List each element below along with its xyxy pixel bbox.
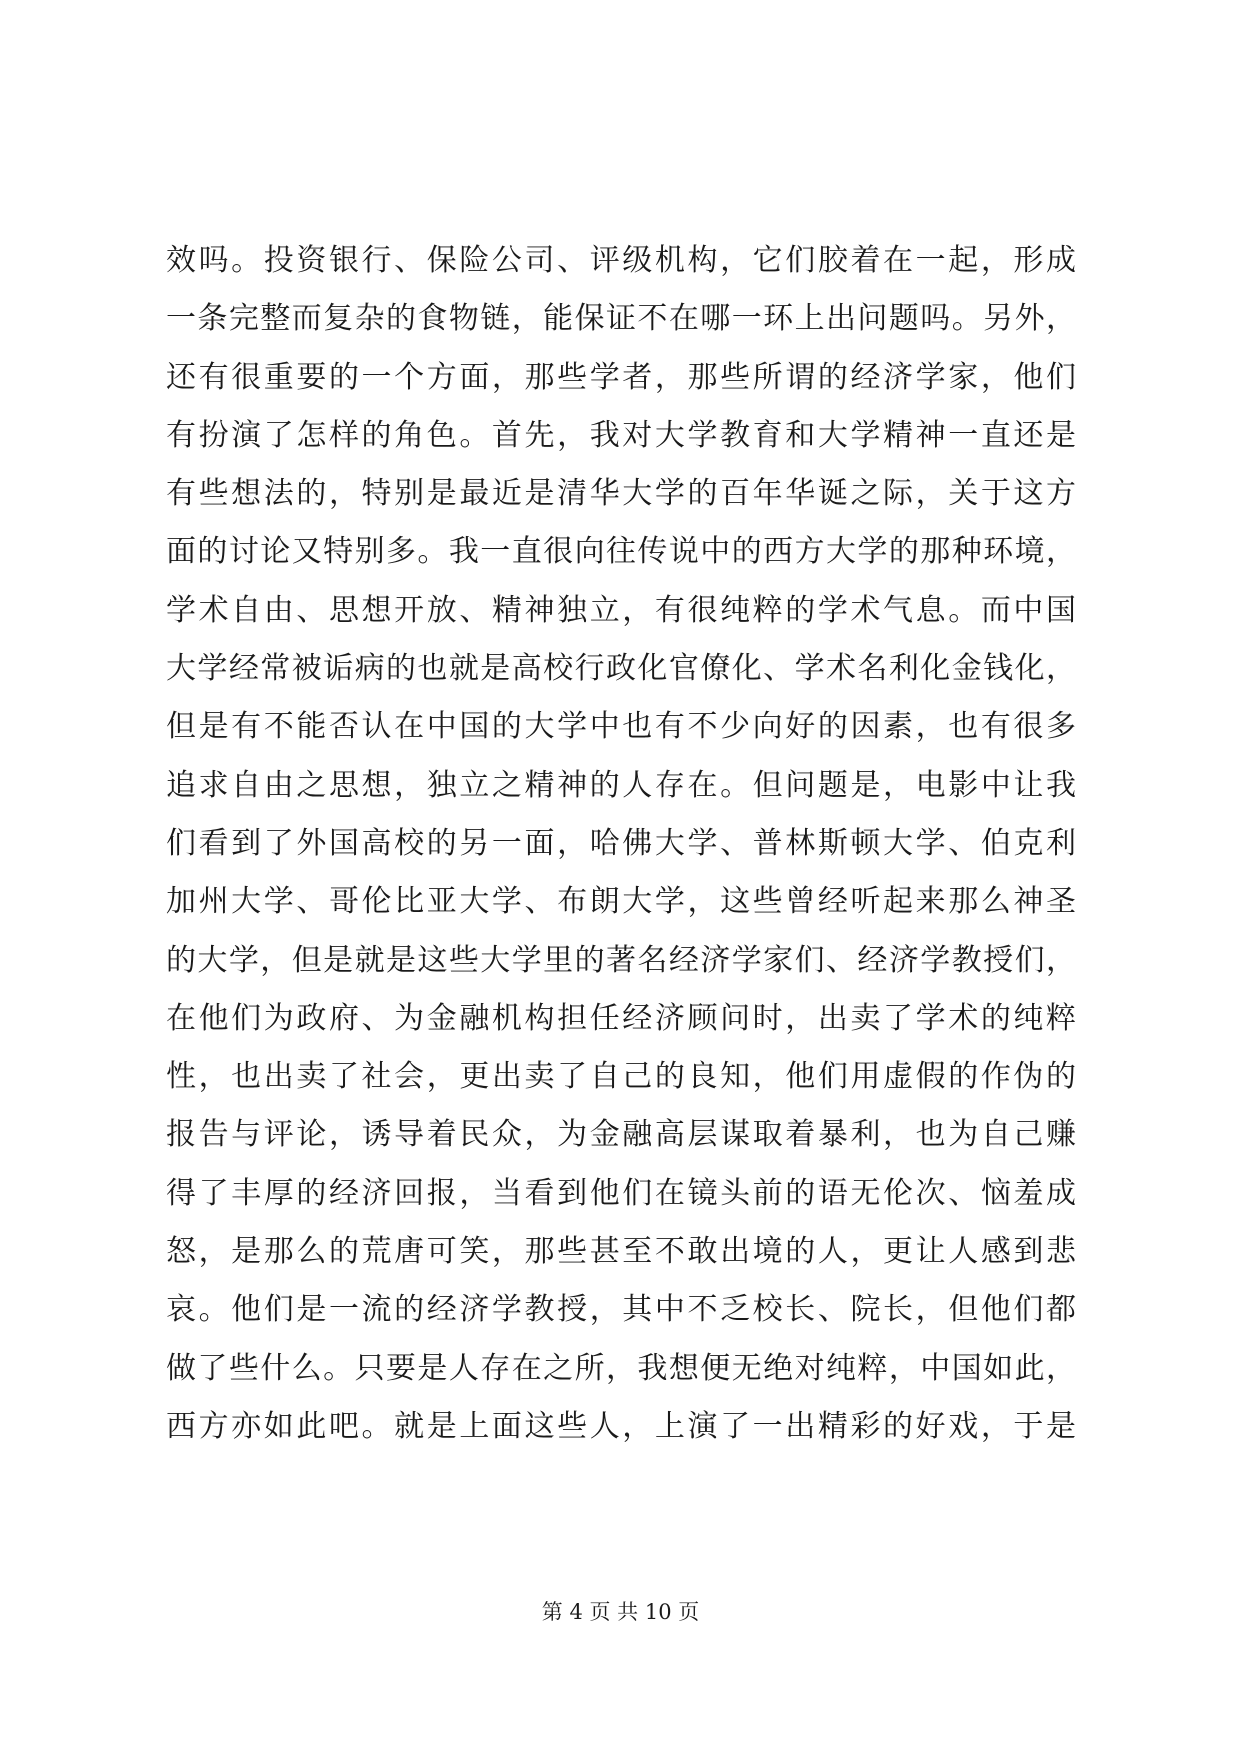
text-line: 效吗。投资银行、保险公司、评级机构，它们胶着在一起，形成 <box>166 243 1076 278</box>
text-line: 性，也出卖了社会，更出卖了自己的良知，他们用虚假的作伪的 <box>166 1059 1076 1095</box>
text-line: 学术自由、思想开放、精神独立，有很纯粹的学术气息。而中国 <box>166 592 1076 628</box>
text-line: 面的讨论又特别多。我一直很向往传说中的西方大学的那种环境， <box>166 534 1076 570</box>
page-footer: 第 4 页 共 10 页 <box>541 1600 700 1624</box>
text-line: 得了丰厚的经济回报，当看到他们在镜头前的语无伦次、恼羞成 <box>166 1175 1076 1211</box>
text-line: 有些想法的，特别是最近是清华大学的百年华诞之际，关于这方 <box>166 476 1076 512</box>
text-line: 西方亦如此吧。就是上面这些人，上演了一出精彩的好戏，于是 <box>166 1408 1076 1444</box>
text-line: 加州大学、哥伦比亚大学、布朗大学，这些曾经听起来那么神圣 <box>166 884 1076 920</box>
text-line: 有扮演了怎样的角色。首先，我对大学教育和大学精神一直还是 <box>166 417 1076 453</box>
text-line: 一条完整而复杂的食物链，能保证不在哪一环上出问题吗。另外， <box>166 301 1076 337</box>
text-line: 在他们为政府、为金融机构担任经济顾问时，出卖了学术的纯粹 <box>166 1000 1076 1036</box>
body-text <box>166 232 1076 1456</box>
text-line: 追求自由之思想，独立之精神的人存在。但问题是，电影中让我 <box>166 767 1076 803</box>
text-line: 还有很重要的一个方面，那些学者，那些所谓的经济学家，他们 <box>166 359 1076 395</box>
text-line: 们看到了外国高校的另一面，哈佛大学、普林斯顿大学、伯克利 <box>166 825 1076 861</box>
text-line: 做了些什么。只要是人存在之所，我想便无绝对纯粹，中国如此， <box>166 1350 1076 1386</box>
text-line: 但是有不能否认在中国的大学中也有不少向好的因素，也有很多 <box>166 709 1076 745</box>
text-line: 大学经常被诟病的也就是高校行政化官僚化、学术名利化金钱化， <box>166 651 1076 687</box>
text-line: 怒，是那么的荒唐可笑，那些甚至不敢出境的人，更让人感到悲 <box>166 1234 1076 1270</box>
text-line: 的大学，但是就是这些大学里的著名经济学家们、经济学教授们， <box>166 942 1076 978</box>
text-line: 哀。他们是一流的经济学教授，其中不乏校长、院长，但他们都 <box>166 1292 1076 1328</box>
text-line: 报告与评论，诱导着民众，为金融高层谋取着暴利，也为自己赚 <box>166 1117 1076 1153</box>
